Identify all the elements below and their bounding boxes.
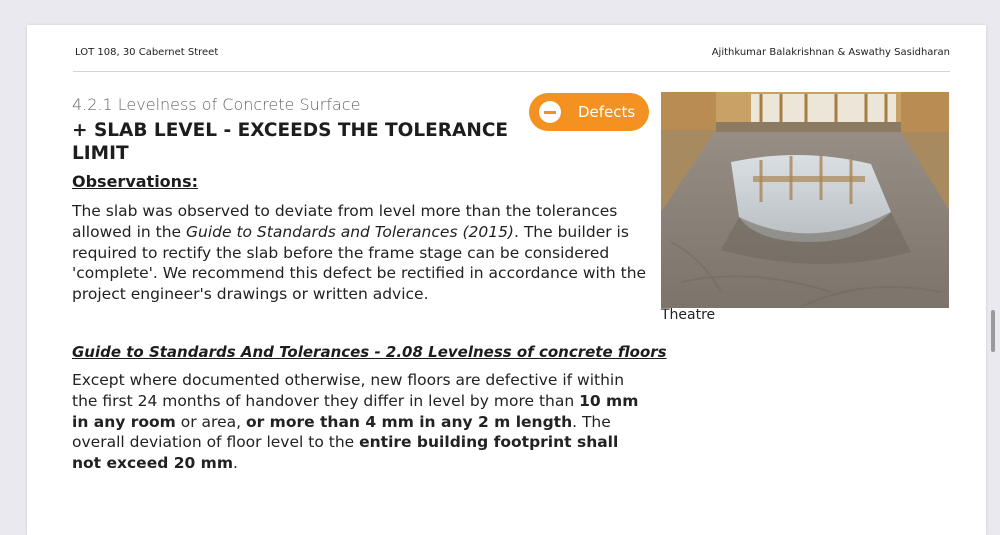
report-page [27, 25, 986, 535]
defect-photo [661, 92, 949, 308]
guide-reference: Guide to Standards and Tolerances (2015) [186, 222, 514, 241]
observations-text: The slab was observed to deviate from level more than the tolerances allowed in the Guide to Standards and Tolerances (2015). The builder is required to rectify the slab before the frame stage can be considered 'complete'. We recommend this defect be rectified in accordance with the project engineer's drawings or written advice. [72, 202, 647, 304]
header-client-names: Ajithkumar Balakrishnan & Aswathy Sasidharan [711, 47, 950, 58]
header-address: LOT 108, 30 Cabernet Street [75, 47, 219, 58]
minus-circle-icon [539, 101, 561, 123]
slab-water-pooling-image [661, 92, 949, 308]
defect-title: + SLAB LEVEL - EXCEEDS THE TOLERANCE LIMIT [72, 120, 509, 164]
guide-text: Except where documented otherwise, new floors are defective if within the first 24 months of handover they differ in level by more than 10 mm in any room or area, or more than 4 mm in any 2 m length. The overall deviation of floor level to the entire building footprint shall not exceed 20 mm. [72, 371, 639, 473]
defects-badge [529, 93, 649, 131]
header-divider [73, 71, 950, 72]
defects-badge-label: Defects [578, 103, 636, 121]
guide-heading: Guide to Standards And Tolerances - 2.08 Levelness of concrete floors [72, 343, 667, 361]
section-title: 4.2.1 Levelness of Concrete Surface [72, 95, 361, 114]
photo-caption: Theatre [661, 307, 716, 323]
vertical-scrollbar[interactable] [991, 310, 995, 352]
observations-heading: Observations: [72, 172, 198, 191]
